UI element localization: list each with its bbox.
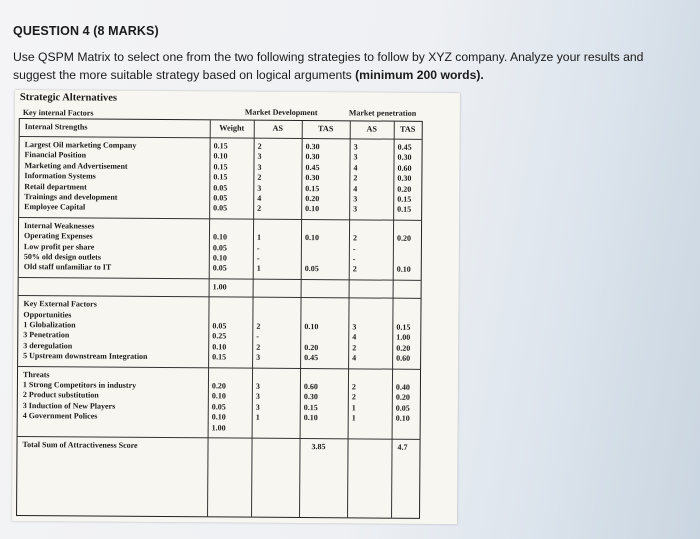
factor-weight: 0.10 [212,232,228,242]
factor-tas2: 0.45 [397,142,412,152]
column-header: TAS [400,124,416,134]
factor-as2: 2 [352,233,358,243]
factor-as2: - [352,254,356,264]
total-market-development: 3.85 [311,442,326,452]
factor-tas2: 0.60 [397,163,412,173]
question-line-2 [13,66,683,84]
factor-label: Retail department [24,181,87,192]
factor-as1: 3 [256,352,261,362]
question-title: QUESTION 4 (8 MARKS) [13,24,159,38]
factor-as2: 3 [353,152,358,162]
factor-as2: 3 [352,322,357,332]
factor-weight: 0.25 [212,331,227,341]
factor-tas2: 0.10 [396,265,411,275]
table-caption: Strategic Alternatives [19,92,118,104]
factor-tas1: 0.60 [303,382,318,392]
factor-as1: 1 [256,264,261,274]
factor-tas2: 0.60 [396,353,411,363]
factor-tas1: 0.45 [304,353,319,363]
factor-tas1: 0.10 [304,322,319,332]
factor-as1: 4 [257,193,262,203]
factor-label: Marketing and Advertisement [24,160,128,171]
factor-tas2: 0.05 [395,403,410,413]
factor-tas1: 0.30 [305,152,320,162]
factor-tas2: 0.20 [397,184,412,194]
row-divider [18,436,420,440]
factor-weight: 0.20 [211,381,226,391]
factor-as2: 3 [353,204,358,214]
factor-as1: - [256,253,260,263]
factor-tas1: 0.10 [303,413,318,423]
factor-as1: 3 [257,183,262,193]
row-divider [19,217,421,221]
column-header: Weight [219,123,245,133]
factor-label: Low profit per share [23,241,95,252]
column-header: TAS [318,124,334,134]
factor-as2: - [352,243,356,253]
factor-as1: 1 [255,412,260,422]
section-heading: Key External Factors [23,299,97,309]
factor-as1: - [256,332,259,342]
factor-tas1: 0.45 [305,162,320,172]
factor-tas1: 0.20 [304,342,319,352]
factor-weight: 0.05 [211,402,226,412]
question-text [13,48,683,84]
factor-as2: 1 [351,403,356,413]
factor-as2: 3 [353,142,358,152]
factor-weight: 0.15 [213,141,228,151]
factor-tas2: 0.20 [395,393,410,403]
factor-as2: 1 [351,413,356,423]
factor-as1: 2 [257,172,262,182]
factor-weight: 0.05 [212,242,227,253]
factor-as2: 4 [353,163,358,173]
factor-tas2: 0.15 [397,205,412,215]
factor-tas2: 0.20 [396,343,411,353]
factor-as2: 2 [351,382,356,392]
section-heading-internal-strengths: Internal Strengths [24,122,88,132]
column-divider [391,122,395,518]
factor-as1: 2 [256,342,261,352]
factor-as1: 3 [255,402,260,412]
factor-label: Operating Expenses [23,231,93,241]
total-label: Total Sum of Attractiveness Score [22,440,138,450]
question-line-1: Use QSPM Matrix to select one from the two following strategies to follow by XYZ company. Analyze your results and [13,50,644,64]
factor-weight: 1.00 [211,422,226,433]
factor-weight: 0.10 [213,151,228,161]
column-header: AS [366,124,378,134]
factor-tas2: 0.30 [397,173,412,183]
factor-weight: 0.10 [211,391,226,401]
factor-tas2: 0.20 [396,233,412,243]
strategy-1-header: Market Development [244,107,318,118]
factor-tas1: 0.20 [305,194,320,204]
factor-as2: 2 [353,173,358,183]
factor-label: 4 Government Polices [22,411,98,421]
section-subheading: Opportunities [23,309,72,319]
factor-tas1: 0.30 [303,392,318,402]
factor-weight: 1.00 [212,282,227,292]
factor-as1: - [256,243,260,253]
factor-label: Old staff unfamiliar to IT [23,262,112,273]
table-subcaption: Key internal Factors [22,108,94,118]
factor-as2: 2 [351,392,356,402]
factor-as1: 3 [255,392,260,402]
question-line-2-text: suggest the more suitable strategy based on logical arguments [13,68,356,82]
column-divider [299,121,303,517]
factor-tas2: 1.00 [396,333,411,343]
factor-as1: 2 [256,321,261,331]
total-market-penetration: 4.7 [397,442,408,452]
row-divider [18,366,420,370]
factor-as2: 2 [352,343,357,353]
factor-label: Trainings and development [24,192,118,202]
factor-tas1: 0.15 [303,402,318,412]
factor-as1: 1 [256,232,262,242]
section-heading: Internal Weaknesses [24,220,95,231]
row-divider [19,295,421,299]
qspm-grid [16,118,423,519]
factor-label: 1 Strong Competitors in industry [22,380,137,390]
word-requirement: (minimum 200 words). [355,68,484,82]
factor-as1: 3 [255,381,260,391]
factor-tas2: 0.15 [396,322,411,332]
factor-weight: 0.15 [213,162,228,172]
factor-label: 1 Globalization [23,320,76,330]
factor-as1: 3 [257,162,262,172]
factor-tas1: 0.05 [304,264,319,274]
row-divider [19,277,421,281]
factor-as2: 2 [352,264,357,274]
factor-weight: 0.05 [212,321,227,331]
column-divider [251,121,255,517]
factor-weight: 0.15 [213,172,228,182]
factor-tas2: 0.10 [395,413,410,423]
factor-as2: 4 [352,332,357,342]
factor-label: Information Systems [24,171,96,181]
factor-tas2: 0.15 [397,194,412,204]
factor-weight: 0.05 [212,263,227,273]
factor-tas1: 0.30 [305,142,320,152]
row-divider [20,136,422,140]
factor-as1: 2 [257,141,262,151]
factor-weight: 0.15 [212,352,227,362]
factor-label: 5 Upstream downstream Integration [23,351,148,362]
factor-label: 3 deregulation [23,340,73,351]
factor-tas1: 0.10 [304,233,320,243]
column-header: AS [272,123,284,133]
factor-label: Financial Position [24,150,87,160]
factor-as2: 3 [353,194,358,204]
factor-label: 50% old design outlets [23,252,101,262]
factor-weight: 0.05 [213,193,228,203]
qspm-table-photo [12,90,460,524]
column-divider [207,120,211,516]
factor-as2: 4 [353,183,358,193]
factor-as1: 3 [257,152,262,162]
section-heading: Threats [22,369,50,379]
factor-weight: 0.10 [211,412,226,422]
factor-tas1: 0.15 [305,183,320,193]
factor-weight: 0.10 [212,342,227,352]
factor-tas2: 0.40 [395,382,410,392]
factor-tas1: 0.30 [305,173,320,183]
factor-as2: 4 [352,353,357,363]
factor-label: Largest Oil marketing Company [24,140,137,150]
factor-as1: 2 [257,204,262,214]
factor-label: 2 Product substitution [22,390,99,400]
factor-weight: 0.05 [213,203,228,213]
factor-weight: 0.05 [213,182,228,193]
strategy-2-header: Market penetration [348,108,417,118]
column-divider [347,121,351,517]
factor-tas2: 0.30 [397,153,412,163]
factor-label: Employee Capital [24,202,86,212]
factor-weight: 0.10 [212,253,227,263]
factor-label: 3 Induction of New Players [22,400,116,411]
factor-tas1: 0.10 [305,204,320,214]
factor-label: 3 Penetration [23,330,70,340]
